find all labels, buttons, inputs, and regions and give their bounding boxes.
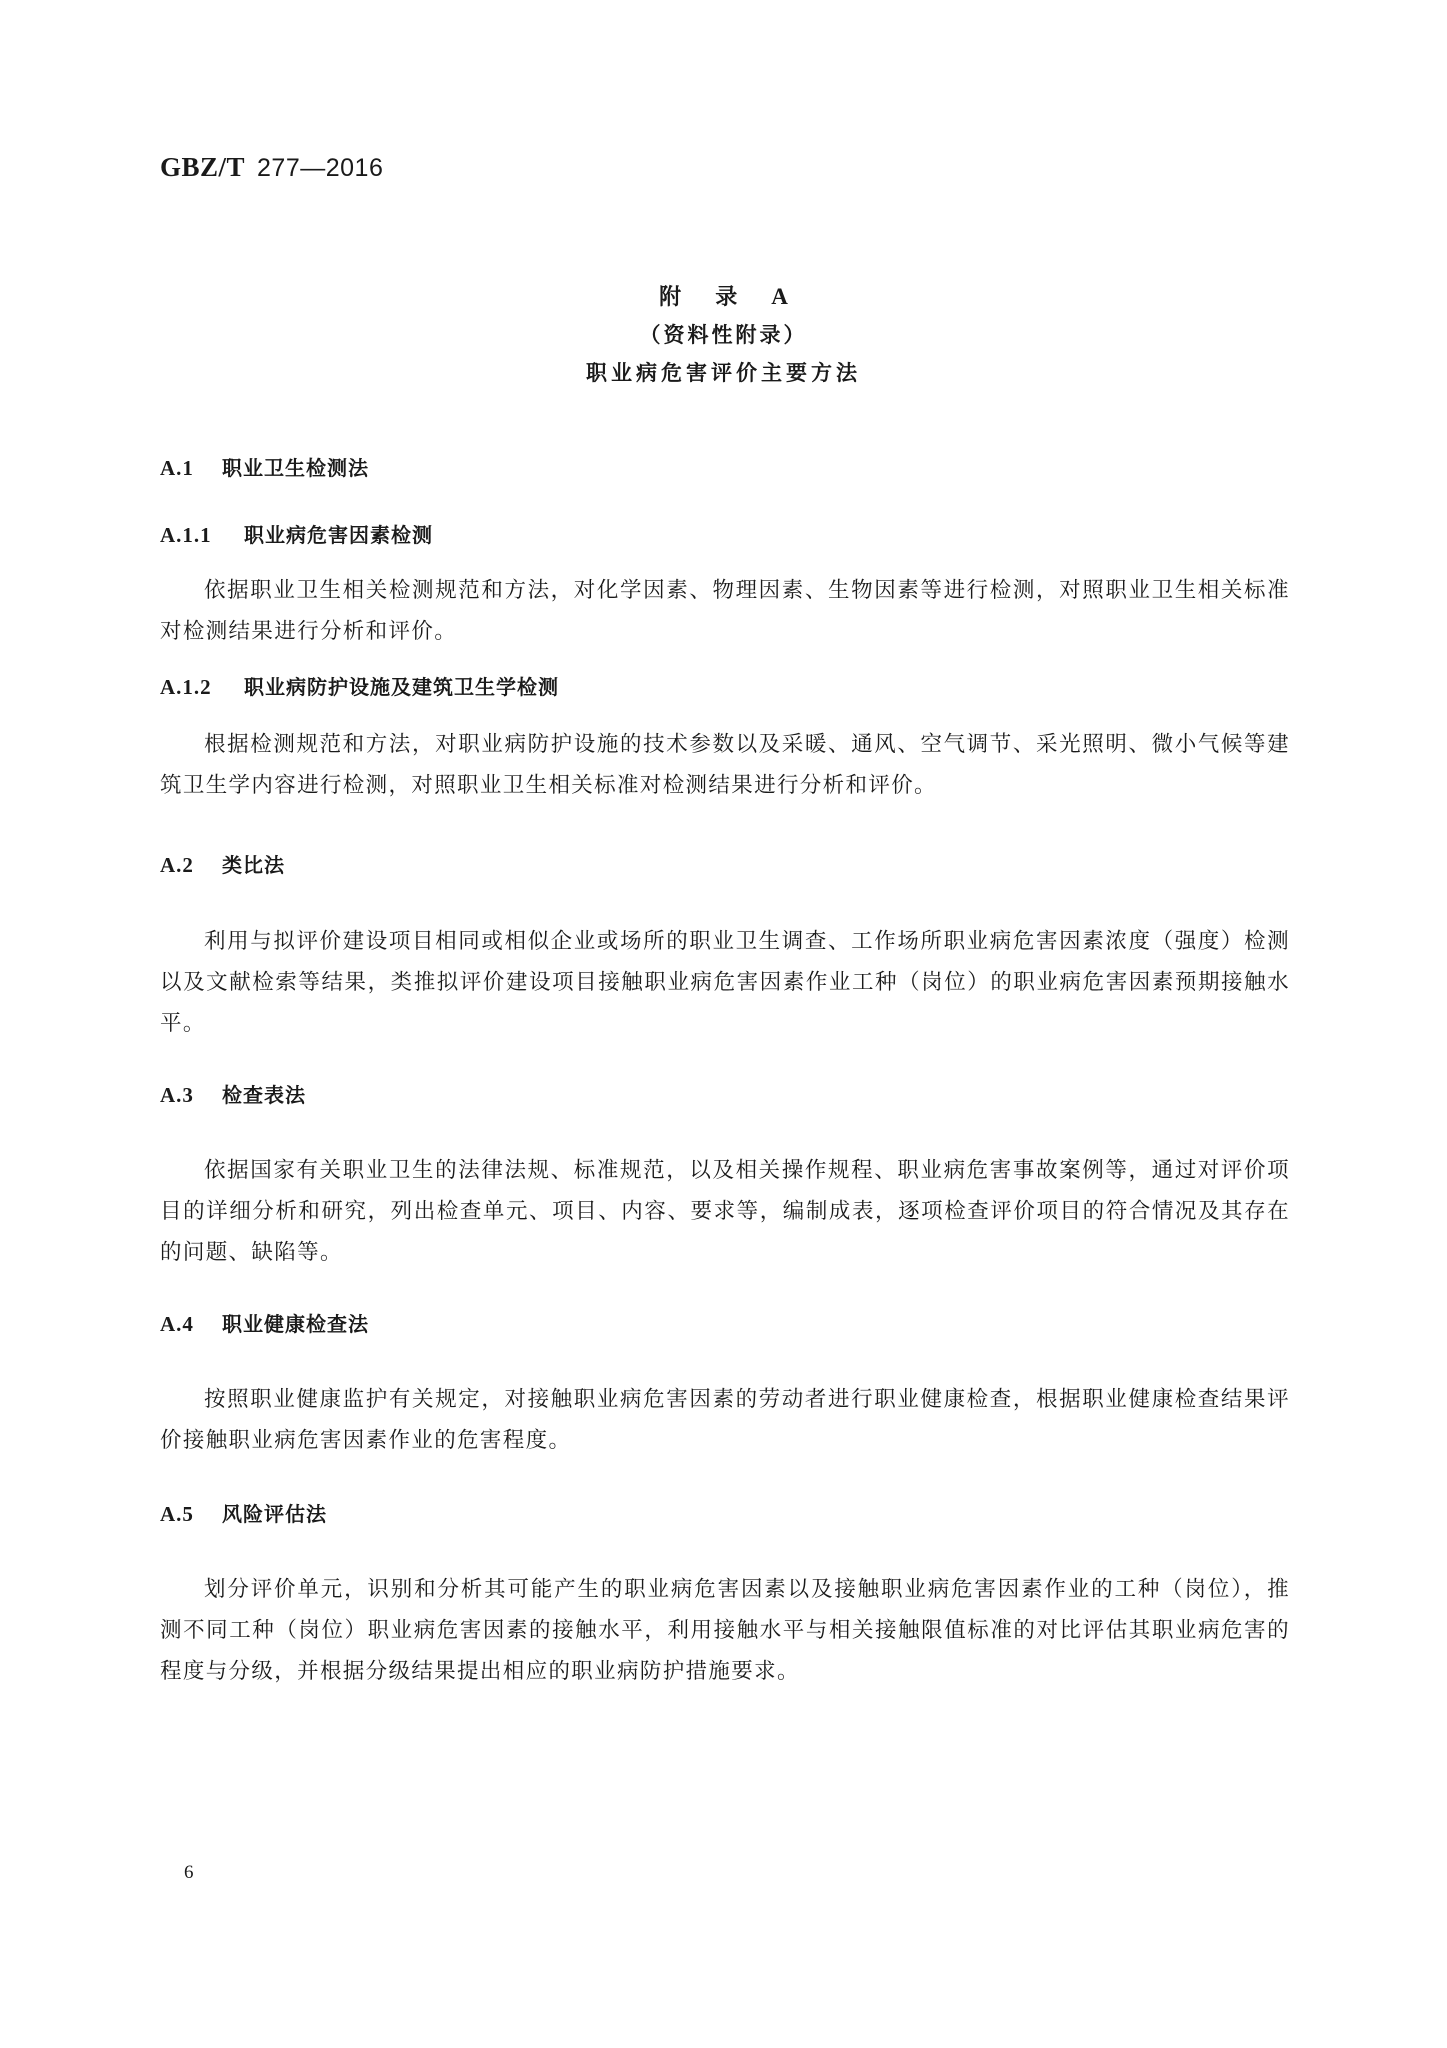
standard-number: 277—2016 [257,154,384,182]
section-body-a1-1: 依据职业卫生相关检测规范和方法，对化学因素、物理因素、生物因素等进行检测，对照职业卫生相关标准对检测结果进行分析和评价。 [160,578,1290,644]
standard-prefix: GBZ/T [160,152,246,182]
section-heading-a1 [160,452,369,481]
section-body-a5: 划分评价单元，识别和分析其可能产生的职业病危害因素以及接触职业病危害因素作业的工种（岗位），推测不同工种（岗位）职业病危害因素的接触水平，利用接触水平与相关接触限值标准的对比评估其职业病危害的程度与分级，并根据分级结果提出相应的职业病防护措施要求。 [160,1577,1290,1684]
section-body-a3: 依据国家有关职业卫生的法律法规、标准规范，以及相关操作规程、职业病危害事故案例等，通过对评价项目的详细分析和研究，列出检查单元、项目、内容、要求等，编制成表，逐项检查评价项目的符合情况及其存在的问题、缺陷等。 [160,1158,1290,1265]
appendix-title: 职业病危害评价主要方法 [586,361,861,385]
section-title: 职业病危害因素检测 [244,523,433,547]
section-heading-a2 [160,849,285,878]
section-number: A.4 [160,1312,194,1336]
section-heading-a5 [160,1498,327,1527]
section-body-a4: 按照职业健康监护有关规定，对接触职业病危害因素的劳动者进行职业健康检查，根据职业健康检查结果评价接触职业病危害因素作业的危害程度。 [160,1387,1290,1453]
section-number: A.3 [160,1083,194,1107]
section-body-a2: 利用与拟评价建设项目相同或相似企业或场所的职业卫生调查、工作场所职业病危害因素浓度（强度）检测以及文献检索等结果，类推拟评价建设项目接触职业病危害因素作业工种（岗位）的职业病危害因素预期接触水平。 [160,929,1290,1036]
section-body-a1-2: 根据检测规范和方法，对职业病防护设施的技术参数以及采暖、通风、空气调节、采光照明、微小气候等建筑卫生学内容进行检测，对照职业卫生相关标准对检测结果进行分析和评价。 [160,732,1290,798]
section-title: 职业卫生检测法 [222,456,369,480]
section-number: A.1.2 [160,675,212,699]
section-title: 检查表法 [222,1083,306,1107]
section-heading-a4 [160,1308,369,1337]
section-heading-a3 [160,1079,306,1108]
appendix-label-char1: 附 [659,285,682,310]
page-number: 6 [184,1862,194,1883]
section-number: A.1 [160,456,194,480]
section-title: 类比法 [222,853,285,877]
appendix-type: （资料性附录） [639,323,808,347]
appendix-label-char2: 录 [715,285,738,310]
section-title: 职业病防护设施及建筑卫生学检测 [244,675,559,699]
section-heading-a1-1 [160,519,433,548]
section-number: A.2 [160,853,194,877]
standard-code [160,152,383,183]
section-number: A.1.1 [160,523,212,547]
section-number: A.5 [160,1502,194,1526]
section-title: 职业健康检查法 [222,1312,369,1336]
section-heading-a1-2 [160,671,559,700]
appendix-label [0,280,1447,311]
appendix-letter: A [771,284,788,309]
section-title: 风险评估法 [222,1502,327,1526]
